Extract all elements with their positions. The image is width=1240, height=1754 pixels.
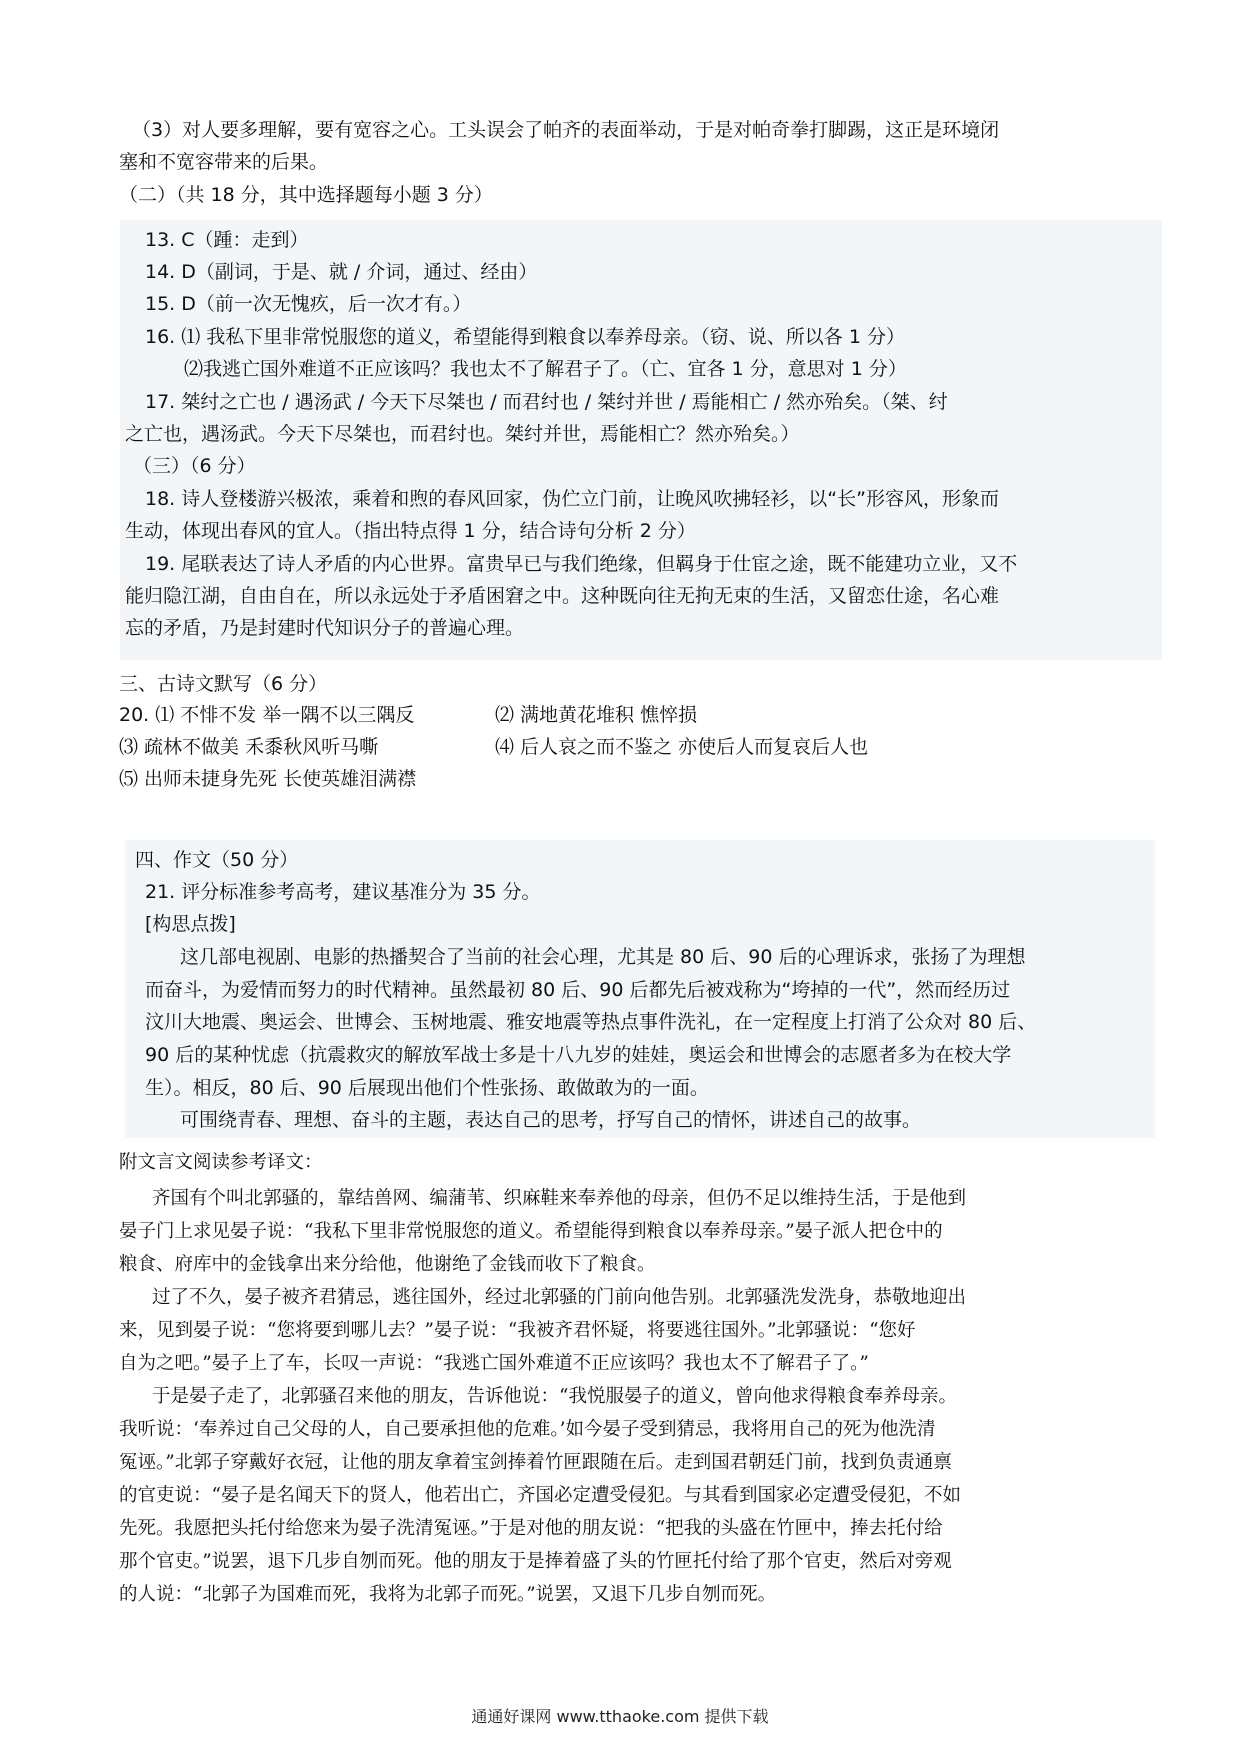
essay-p2: 可围绕青春、理想、奋斗的主题，表达自己的思考，抒写自己的情怀，讲述自己的故事。 <box>180 1109 922 1131</box>
translation-line: 的人说：“北郭子为国难而死，我将为北郭子而死。”说罢，又退下几步自刎而死。 <box>119 1584 777 1605</box>
essay-tip-title: [构思点拨] <box>145 913 236 935</box>
answer-18-line-1: 18. 诗人登楼游兴极浓，乘着和煦的春风回家，伪伫立门前，让晚风吹拂轻衫，以“长”形容风，形象而 <box>145 488 999 510</box>
translation-line: 粮食、府库中的金钱拿出来分给他，他谢绝了金钱而收下了粮食。 <box>119 1254 656 1275</box>
poetry-row-2a: ⑶ 疏林不做美 禾黍秋风听马嘶 <box>119 736 379 758</box>
answer-19-line-2: 能归隐江湖，自由自在，所以永远处于矛盾困窘之中。这种既向往无拘无束的生活，又留恋仕途，名心难 <box>125 585 1000 607</box>
page-footer: 通通好课网 www.tthaoke.com 提供下载 <box>471 1707 769 1726</box>
part-2-header: （二）（共 18 分，其中选择题每小题 3 分） <box>119 184 493 206</box>
answer-13: 13. C（踵：走到） <box>145 229 309 251</box>
essay-p1-line-4: 90 后的某种忧虑（抗震救灾的解放军战士多是十八九岁的娃娃，奥运会和世博会的志愿者多为在校大学 <box>145 1044 1012 1066</box>
answer-14: 14. D（副词，于是、就 / 介词，通过、经由） <box>145 261 538 283</box>
answer-18-line-2: 生动，体现出春风的宜人。（指出特点得 1 分，结合诗句分析 2 分） <box>125 520 696 542</box>
answer-16-1: 16. ⑴ 我私下里非常悦服您的道义，希望能得到粮食以奉养母亲。（窃、说、所以各 1 分） <box>145 326 905 348</box>
poetry-row-1a: 20. ⑴ 不悱不发 举一隅不以三隅反 <box>119 704 415 726</box>
translation-line: 我听说：‘奉养过自己父母的人，自己要承担他的危难。’如今晏子受到猜忌，我将用自己的死为他洗清 <box>119 1419 936 1440</box>
translation-line: 冤诬。”北郭子穿戴好衣冠，让他的朋友拿着宝剑捧着竹匣跟随在后。走到国君朝廷门前，找到负责通禀 <box>119 1452 952 1473</box>
translation-line: 自为之吧。”晏子上了车，长叹一声说：“我逃亡国外难道不正应该吗？我也太不了解君子了。” <box>119 1353 869 1374</box>
answer-19-line-1: 19. 尾联表达了诗人矛盾的内心世界。富贵早已与我们绝缘，但羁身于仕宦之途，既不能建功立业，又不 <box>145 553 1018 575</box>
answer-3-line-2: 塞和不宽容带来的后果。 <box>119 151 329 173</box>
poetry-row-2b: ⑷ 后人哀之而不鉴之 亦使后人而复哀后人也 <box>495 736 869 758</box>
answer-17-line-1: 17. 桀纣之亡也 / 遇汤武 / 今天下尽桀也 / 而君纣也 / 桀纣并世 / 焉能相亡 / 然亦殆矣。（桀、纣 <box>145 391 948 413</box>
poetry-row-1b: ⑵ 满地黄花堆积 憔悴损 <box>495 704 698 726</box>
essay-scoring: 21. 评分标准参考高考，建议基准分为 35 分。 <box>145 881 541 903</box>
essay-p1-line-5: 生）。相反，80 后、90 后展现出他们个性张扬、敢做敢为的一面。 <box>145 1077 709 1099</box>
translation-line: 过了不久，晏子被齐君猜忌，逃往国外，经过北郭骚的门前向他告别。北郭骚洗发洗身，恭敬地迎出 <box>152 1287 967 1308</box>
answer-19-line-3: 忘的矛盾，乃是封建时代知识分子的普遍心理。 <box>125 617 525 639</box>
translation-line: 于是晏子走了，北郭骚召来他的朋友，告诉他说：“我悦服晏子的道义，曾向他求得粮食奉养母亲。 <box>152 1386 957 1407</box>
essay-p1-line-2: 而奋斗，为爱情而努力的时代精神。虽然最初 80 后、90 后都先后被戏称为“垮掉的一代”，然而经历过 <box>145 979 1011 1001</box>
translation-line: 先死。我愿把头托付给您来为晏子洗清冤诬。”于是对他的朋友说：“把我的头盛在竹匣中，捧去托付给 <box>119 1518 943 1539</box>
answer-15: 15. D（前一次无愧疚，后一次才有。） <box>145 293 472 315</box>
translation-line: 的官吏说：“晏子是名闻天下的贤人，他若出亡，齐国必定遭受侵犯。与其看到国家必定遭受侵犯，不如 <box>119 1485 961 1506</box>
translation-line: 齐国有个叫北郭骚的，靠结兽网、编蒲苇、织麻鞋来奉养他的母亲，但仍不足以维持生活，于是他到 <box>152 1188 967 1209</box>
answer-17-line-2: 之亡也，遇汤武。今天下尽桀也，而君纣也。桀纣并世，焉能相亡？然亦殆矣。） <box>125 423 800 445</box>
translation-title: 附文言文阅读参考译文： <box>119 1152 323 1173</box>
translation-line: 晏子门上求见晏子说：“我私下里非常悦服您的道义。希望能得到粮食以奉养母亲。”晏子派人把仓中的 <box>119 1221 943 1242</box>
answer-3-line-1: （3）对人要多理解，要有宽容之心。工头误会了帕齐的表面举动，于是对帕奇拳打脚踢，这正是环境闭 <box>132 119 1000 141</box>
essay-header: 四、作文（50 分） <box>135 849 299 871</box>
answer-16-2: ⑵我逃亡国外难道不正应该吗？我也太不了解君子了。（亡、宜各 1 分，意思对 1 分） <box>184 358 907 380</box>
essay-p1-line-3: 汶川大地震、奥运会、世博会、玉树地震、雅安地震等热点事件洗礼，在一定程度上打消了公众对 80 后、 <box>145 1011 1037 1033</box>
part-3-header: （三）（6 分） <box>133 455 256 477</box>
translation-line: 那个官吏。”说罢，退下几步自刎而死。他的朋友于是捧着盛了头的竹匣托付给了那个官吏，然后对旁观 <box>119 1551 952 1572</box>
poetry-header: 三、古诗文默写（6 分） <box>119 673 328 695</box>
poetry-row-3: ⑸ 出师未捷身先死 长使英雄泪满襟 <box>119 768 417 790</box>
translation-line: 来，见到晏子说：“您将要到哪儿去？”晏子说：“我被齐君怀疑，将要逃往国外。”北郭骚说：“您好 <box>119 1320 916 1341</box>
essay-p1-line-1: 这几部电视剧、电影的热播契合了当前的社会心理，尤其是 80 后、90 后的心理诉求，张扬了为理想 <box>180 946 1026 968</box>
